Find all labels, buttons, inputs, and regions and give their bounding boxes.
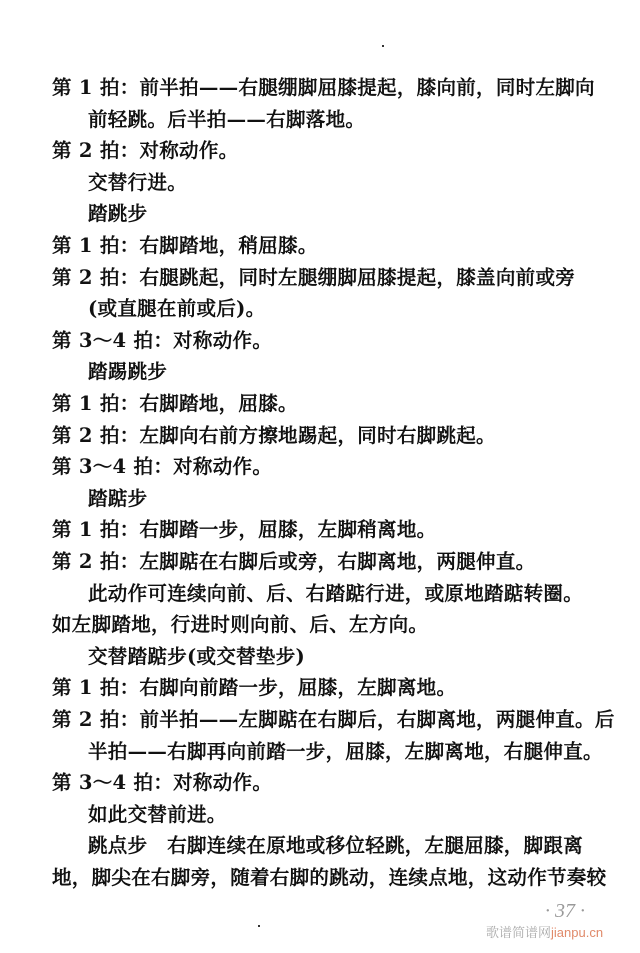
text-line: 前轻跳。后半拍——右脚落地。 [88,107,366,131]
scan-speck [382,45,384,47]
text-line: 如左脚踏地，行进时则向前、后、左方向。 [52,613,429,637]
text-line: 第 1 拍：右脚向前踏一步，屈膝，左脚离地。 [52,676,457,700]
text-line: 第 2 拍：前半拍——左脚踮在右脚后，右脚离地，两腿伸直。后 [52,708,615,731]
text-line: 跳点步 右脚连续在原地或移位轻跳，左腿屈膝，脚跟离 [88,834,584,858]
text-line: 第 2 拍：左脚向右前方擦地踢起，同时右脚跳起。 [52,423,496,447]
text-line: 地，脚尖在右脚旁，随着右脚的跳动，连续点地，这动作节奏较 [52,866,607,889]
text-line: 交替行进。 [88,170,188,194]
text-line: 第 2 拍：对称动作。 [52,139,239,163]
text-line: 此动作可连续向前、后、右踏踮行进，或原地踏踮转圈。 [88,581,584,605]
text-line: 半拍——右脚再向前踏一步，屈膝，左脚离地，右腿伸直。 [88,739,603,763]
text-line: 第 1 拍：右脚踏地，屈膝。 [52,392,298,415]
page-number: · 37 · [545,900,585,922]
watermark [486,922,603,941]
watermark-latin: jianpu.cn [551,925,604,940]
text-line: (或直腿在前或后)。 [88,297,266,321]
text-line: 第 2 拍：左脚踮在右脚后或旁，右脚离地，两腿伸直。 [52,550,536,573]
text-line: 如此交替前进。 [88,802,227,826]
text-line: 交替踏踮步(或交替垫步) [88,644,306,668]
text-line: 第 3～4 拍：对称动作。 [52,771,273,795]
text-line: 第 2 拍：右腿跳起，同时左腿绷脚屈膝提起，膝盖向前或旁 [52,265,576,289]
text-line: 踏踮步 [88,486,148,510]
text-line: 踏跳步 [88,202,148,226]
watermark-cn: 歌谱简谱网 [486,925,552,940]
text-line: 第 1 拍：右脚踏地，稍屈膝。 [52,234,318,257]
text-line: 踏踢跳步 [88,360,168,384]
text-line: 第 1 拍：右脚踏一步，屈膝，左脚稍离地。 [52,518,437,542]
scan-speck [258,925,260,927]
text-line: 第 3～4 拍：对称动作。 [52,455,273,479]
text-line: 第 1 拍：前半拍——右腿绷脚屈膝提起，膝向前，同时左脚向 [52,76,595,99]
text-line: 第 3～4 拍：对称动作。 [52,328,273,352]
